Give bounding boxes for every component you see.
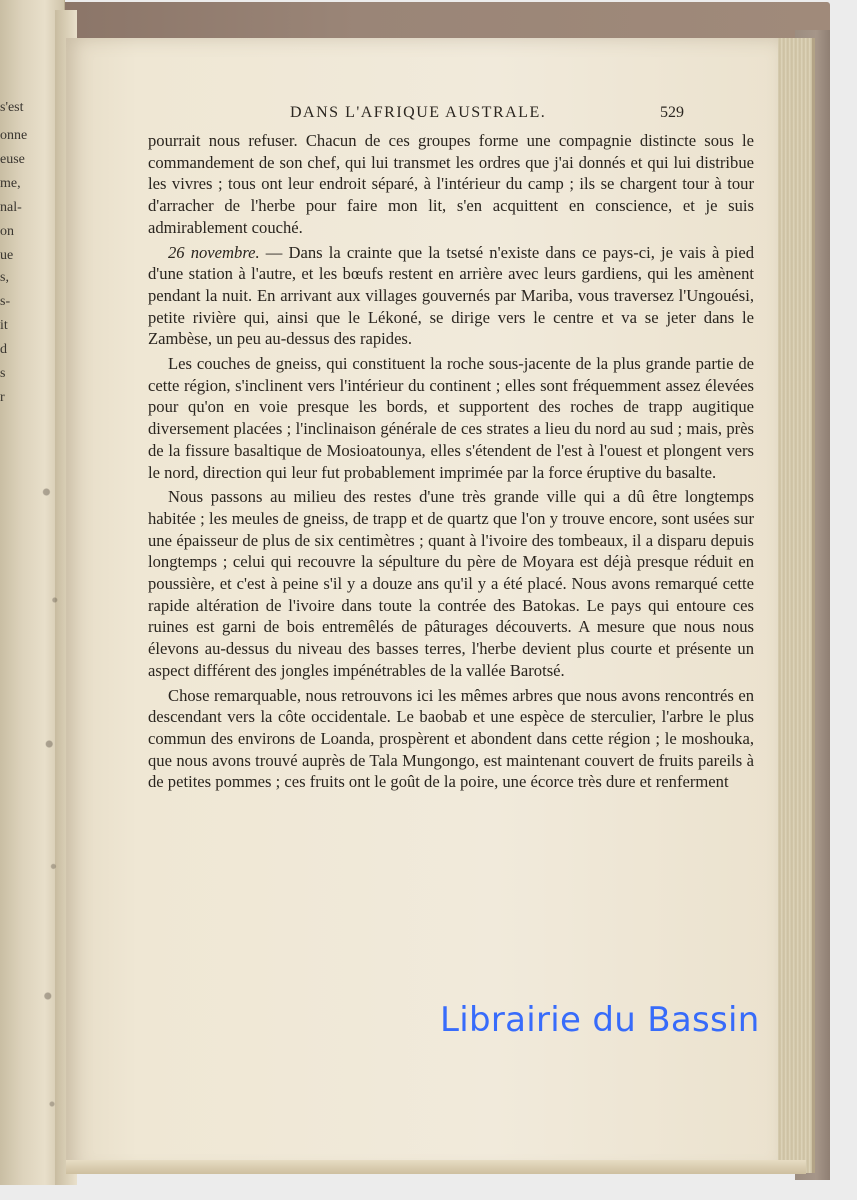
left-page-fragment: on xyxy=(0,224,14,239)
page-number: 529 xyxy=(660,104,684,121)
paragraph-text: Nous passons au milieu des restes d'une très grande ville qui a dû être longtemps habitée ; les meules de gneiss, de trapp et de quartz que l'on y trouve encore, sont usées sur une épaisseur de plus de six centimètres ; quant à l'ivoire des tombeaux, il a disparu depuis longtemps ; celui qui recouvre la sépulture du père de Moyara est déjà presque réduit en poussière, et c'est à peine s'il y a douze ans qu'il y a été placé. Nous avons remarqué cette rapide altération de l'ivoire dans toute la contrée des Batokas. Le pays qui entoure ces ruines est garni de bois entremêlés de pâturages découverts. A mesure que nous nous élevons au-dessus du niveau des basses terres, l'herbe devient plus courte et présente un aspect différent des jongles impénétrables de la vallée Barotsé. xyxy=(148,487,754,680)
paragraph xyxy=(148,353,754,483)
paragraph-text: Les couches de gneiss, qui constituent la roche sous-jacente de la plus grande partie de cette région, s'inclinent vers l'intérieur du continent ; elles sont fréquemment assez élevées pour qu'on en voie presque les bords, et supportent des roches de trapp augitique diversement placées ; l'inclinaison générale de ces strates a lieu du nord au sud ; mais, près de la fissure basaltique de Mosioatounya, elles s'étendent de l'est à l'ouest et plongent vers le nord, direction qui leur fut probablement imprimée par la force éruptive du basalte. xyxy=(148,354,754,482)
left-page-fragment: d xyxy=(0,342,7,357)
left-page-fragment: r xyxy=(0,390,5,405)
paragraph xyxy=(148,486,754,681)
date-label: 26 novembre. xyxy=(168,242,260,262)
foxing-stains xyxy=(38,420,66,1140)
paragraph-text: — Dans la crainte que la tsetsé n'existe dans ce pays-ci, je vais à pied d'une station à l'autre, et les bœufs restent en arrière avec leurs gardiens, qui les amènent pendant la nuit. En arrivant aux villages gouvernés par Mariba, vous traversez l'Ungouési, petite rivière qui, ainsi que le Lékoné, se dirige vers le centre et va se jeter dans le Zambèse, un peu au-dessus des rapides. xyxy=(148,242,755,349)
paragraph-text: pourrait nous refuser. Chacun de ces groupes forme une compagnie distincte sous le commandement de son chef, qui lui transmet les ordres que j'ai donnés et qui lui distribue les vivres ; tous ont leur endroit séparé, à l'intérieur du camp ; ils se chargent tour à tour d'arracher de l'herbe pour faire mon lit, s'en acquittent en conscience, et je suis admirablement couché. xyxy=(148,131,754,237)
body-text xyxy=(148,130,754,793)
paragraph xyxy=(148,685,754,794)
left-page-fragment: s'est xyxy=(0,100,24,115)
paragraph-text: Chose remarquable, nous retrouvons ici les mêmes arbres que nous avons rencontrés en descendant vers la côte occidentale. Le baobab et une espèce de sterculier, l'arbre le plus commun des environs de Loanda, prospèrent et abondent dans cette région ; le moshouka, que nous avons trouvé auprès de Tala Mungongo, est maintenant couvert de fruits pareils à de petites pommes ; ces fruits ont le goût de la poire, une écorce très dure et renferment xyxy=(148,685,754,792)
left-page-fragment: s- xyxy=(0,294,11,309)
watermark: Librairie du Bassin xyxy=(440,1000,760,1040)
left-page-fragment: euse xyxy=(0,152,25,167)
page-header xyxy=(66,104,778,128)
running-title: DANS L'AFRIQUE AUSTRALE. xyxy=(290,104,547,121)
page-bottom-edge xyxy=(66,1160,806,1174)
paragraph xyxy=(148,242,754,351)
left-page-fragment: ue xyxy=(0,248,14,263)
left-page-fragment: s xyxy=(0,366,6,381)
left-page-fragment: it xyxy=(0,318,8,333)
left-page-fragment: s, xyxy=(0,270,9,285)
left-page-fragment: onne xyxy=(0,128,28,143)
left-page-fragment: me, xyxy=(0,176,21,191)
left-page-fragment: nal- xyxy=(0,200,22,215)
paragraph xyxy=(148,130,754,239)
